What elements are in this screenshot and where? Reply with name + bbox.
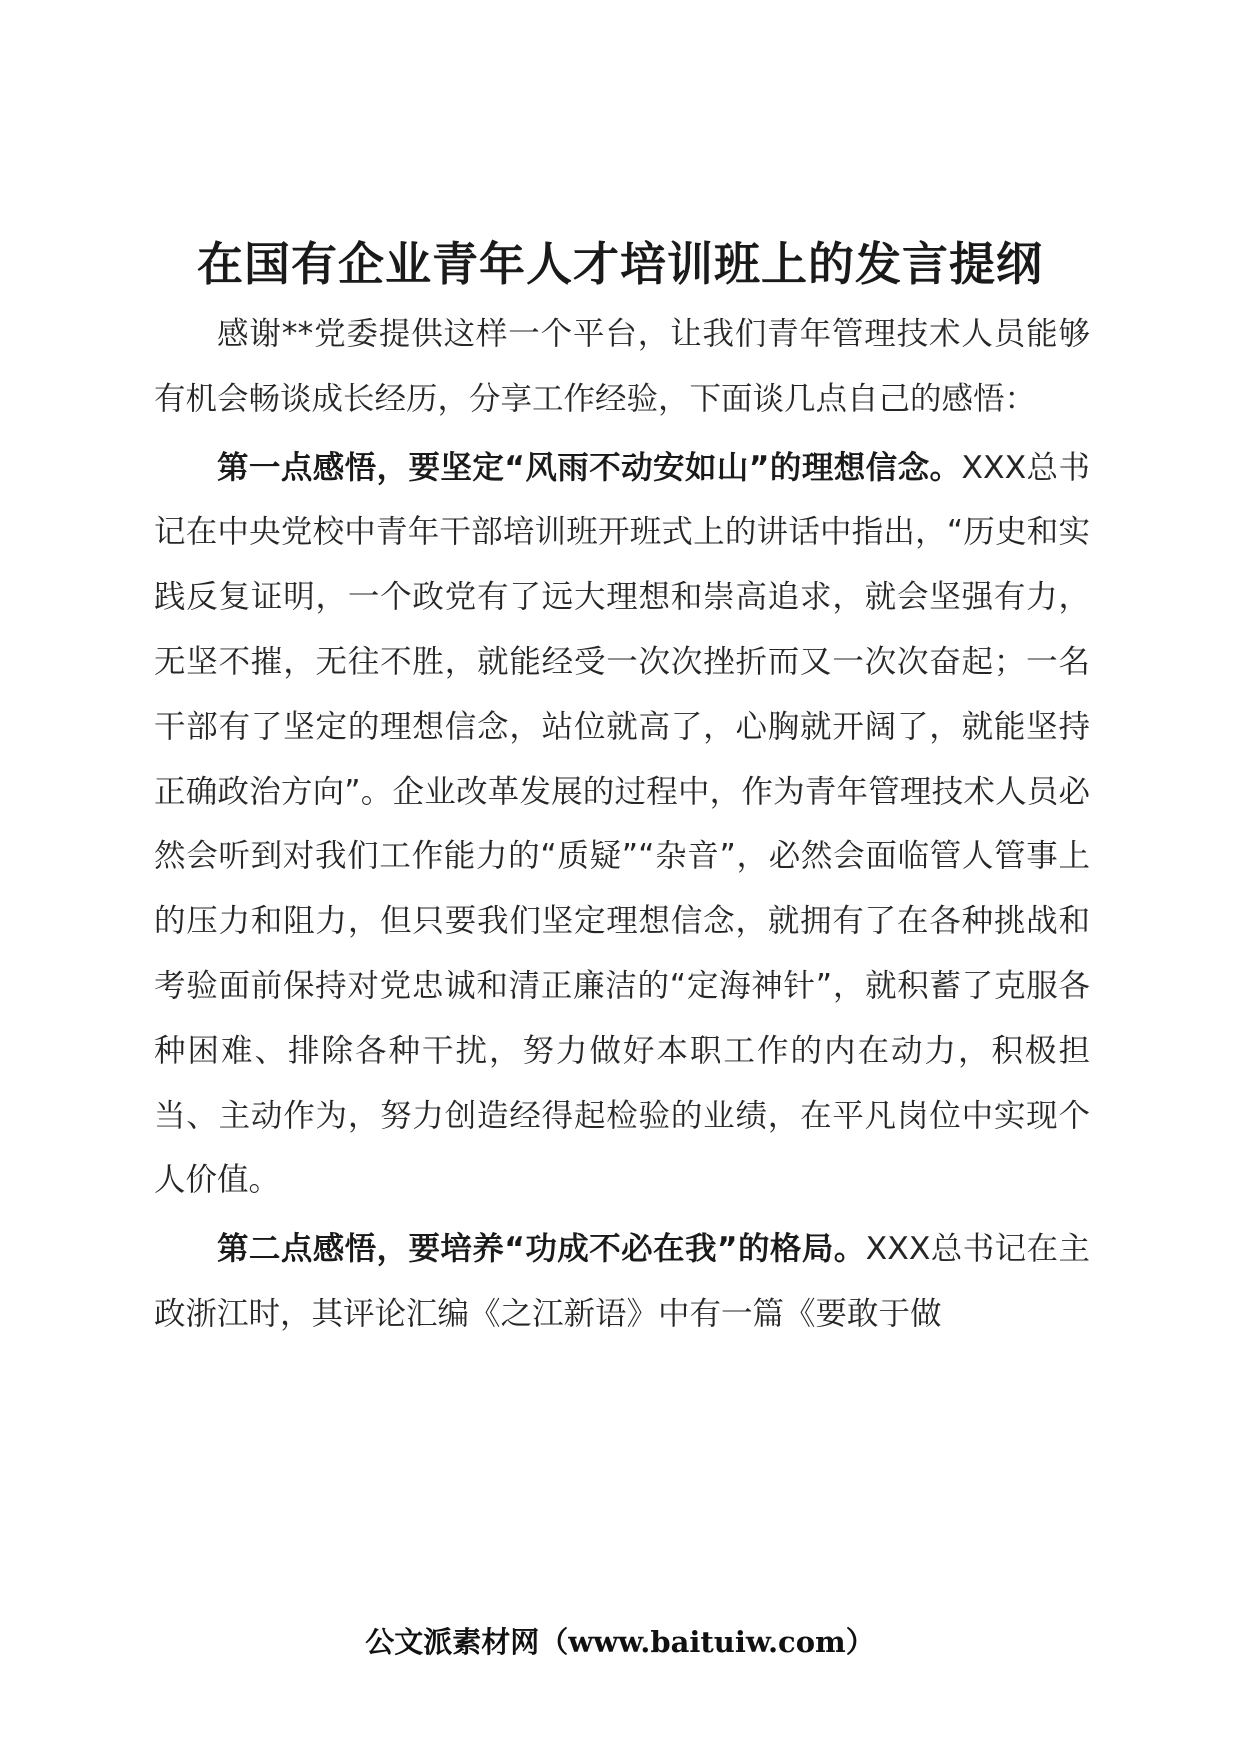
paragraph-heading: 第一点感悟，要坚定“风雨不动安如山”的理想信念。 [217, 449, 962, 486]
paragraph-point-2 [154, 1217, 1090, 1347]
paragraph-text: 感谢**党委提供这样一个平台，让我们青年管理技术人员能够有机会畅谈成长经历，分享工作经验，下面谈几点自己的感悟： [154, 316, 1090, 417]
paragraph-text: XXX总书记在主政浙江时，其评论汇编《之江新语》中有一篇《要敢于做 [154, 1231, 1090, 1332]
paragraph-intro [154, 302, 1090, 432]
paragraph-point-1 [154, 436, 1090, 1214]
document-body [154, 302, 1090, 1351]
paragraph-heading: 第二点感悟，要培养“功成不必在我”的格局。 [217, 1231, 866, 1268]
document-title: 在国有企业青年人才培训班上的发言提纲 [197, 237, 1043, 291]
paragraph-text: XXX总书记在中央党校中青年干部培训班开班式上的讲话中指出，“历史和实践反复证明，一个政党有了远大理想和崇高追求，就会坚强有力，无坚不摧，无往不胜，就能经受一次次挫折而又一次次奋起；一名干部有了坚定的理想信念，站位就高了，心胸就开阔了，就能坚持正确政治方向”。企业改革发展的过程中，作为青年管理技术人员必然会听到对我们工作能力的“质疑”“杂音”，必然会面临管人管事上的压力和阻力，但只要我们坚定理想信念，就拥有了在各种挑战和考验面前保持对党忠诚和清正廉洁的“定海神针”，就积蓄了克服各种困难、排除各种干扰，努力做好本职工作的内在动力，积极担当、主动作为，努力创造经得起检验的业绩，在平凡岗位中实现个人价值。 [154, 449, 1090, 1199]
footer-watermark: 公文派素材网（www.baituiw.com） [365, 1625, 875, 1659]
